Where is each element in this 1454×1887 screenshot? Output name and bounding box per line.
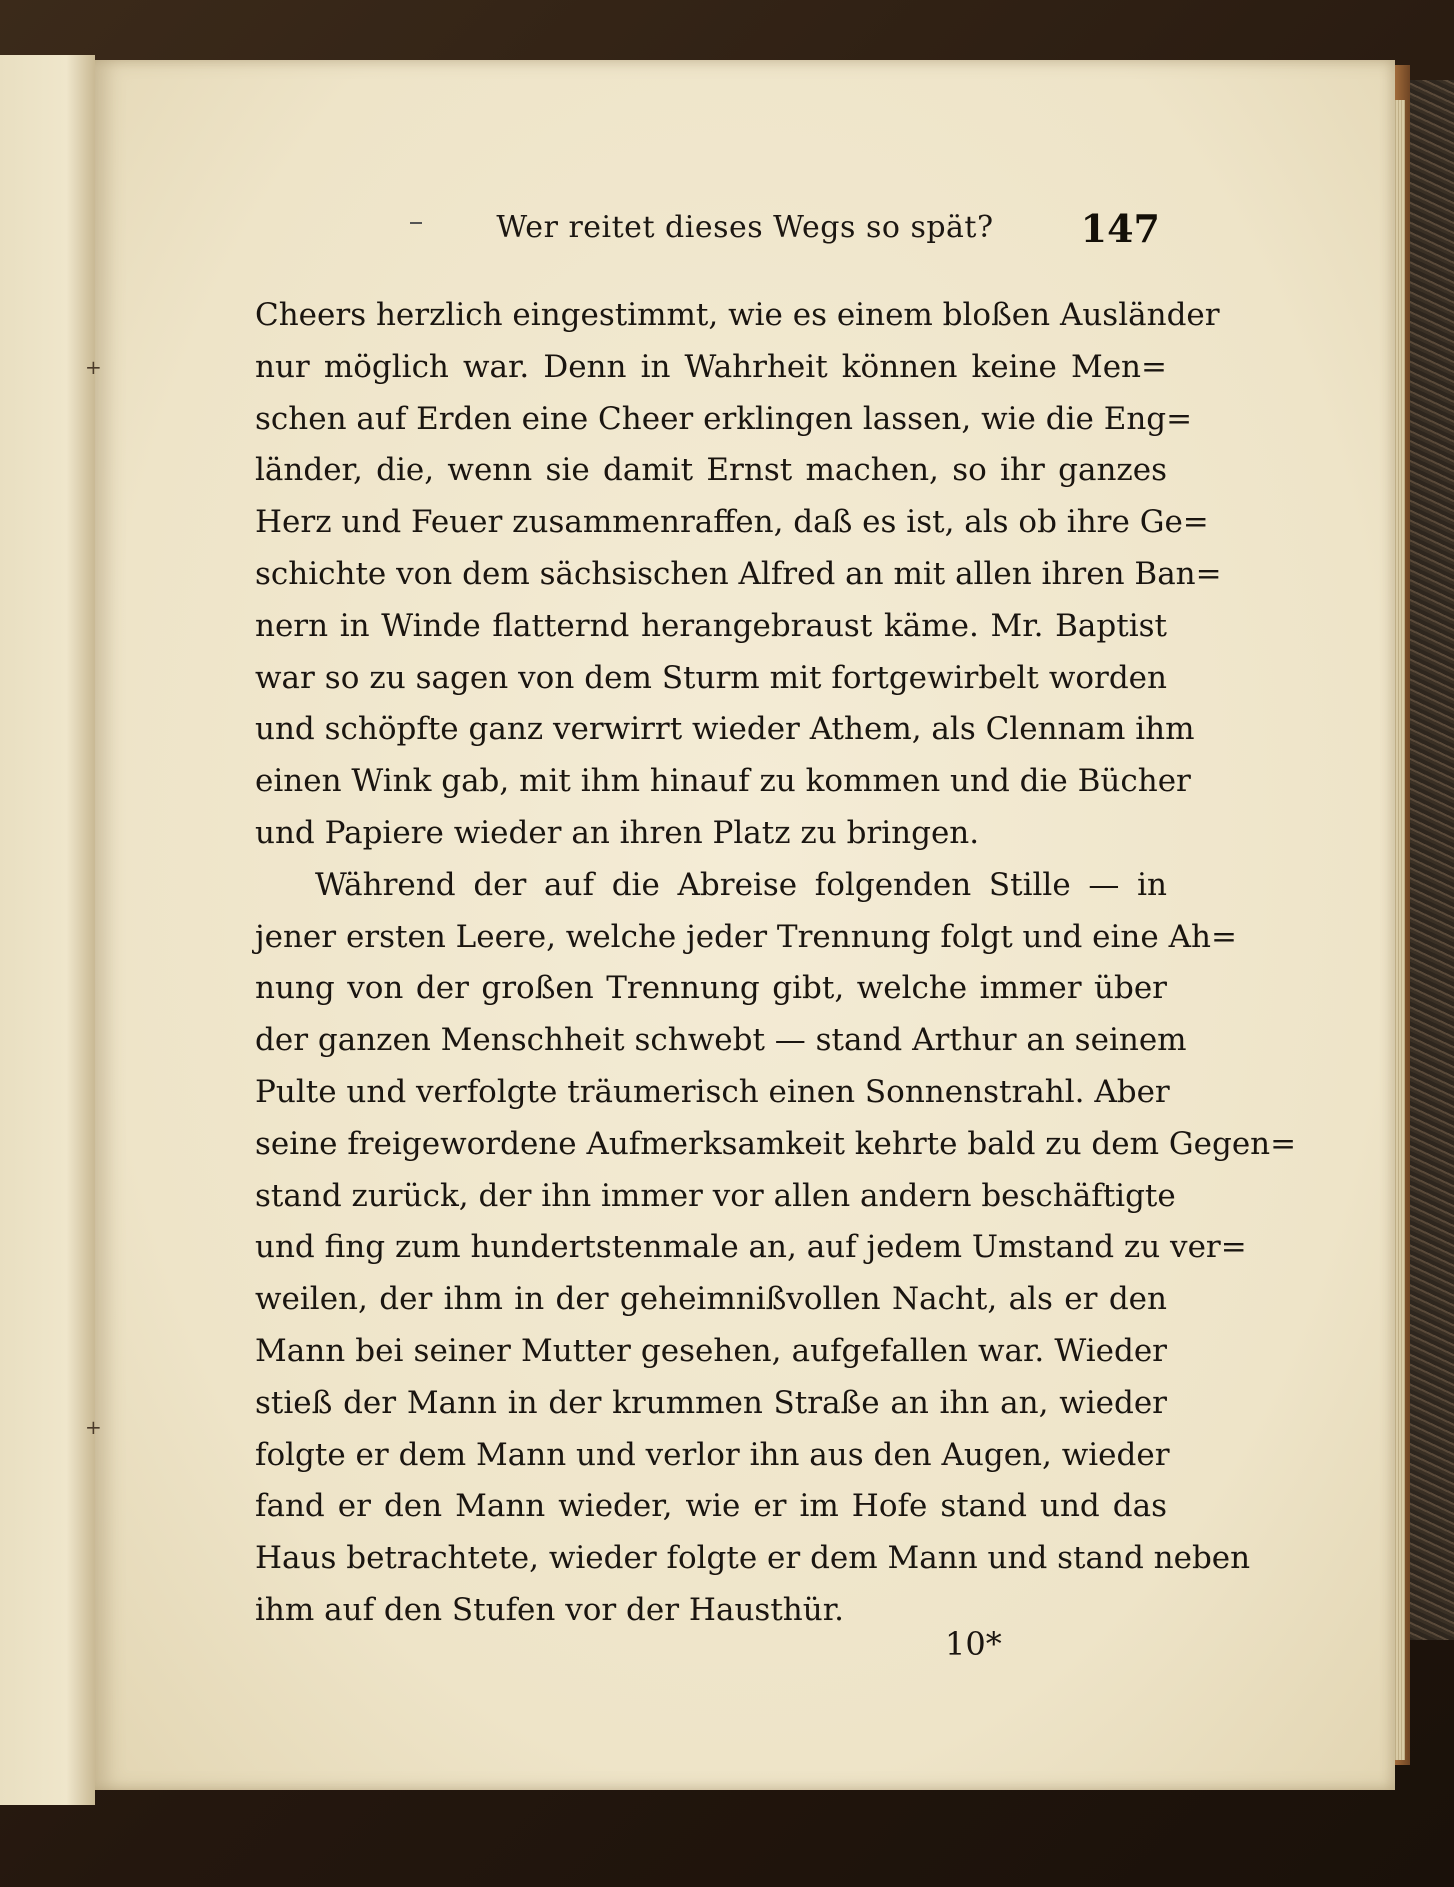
text-line: länder, die, wenn sie damit Ernst machen, so ihr ganzes [255,452,1167,489]
text-line: und schöpfte ganz verwirrt wieder Athem, als Clennam ihm [255,711,1195,748]
margin-tick: + [85,355,102,379]
page-header [410,206,1160,260]
body-text [255,290,1297,1637]
text-line: jener ersten Leere, welche jeder Trennung folgt und eine Ah= [255,918,1237,955]
text-line: nur möglich war. Denn in Wahrheit können keine Men= [255,348,1167,385]
header-dash [410,222,422,224]
paragraph-1 [255,290,1222,860]
text-line: schichte von dem sächsischen Alfred an mit allen ihren Ban= [255,555,1222,592]
text-line: einen Wink gab, mit ihm hinauf zu kommen und die Bücher [255,763,1191,800]
text-line: ihm auf den Stufen vor der Hausthür. [255,1591,844,1628]
text-line: Während der auf die Abreise folgenden Stille — in [315,866,1167,903]
text-line: stieß der Mann in der krummen Straße an ihn an, wieder [255,1384,1167,1421]
text-line: nern in Winde flatternd herangebraust käme. Mr. Baptist [255,607,1167,644]
text-line: folgte er dem Mann und verlor ihn aus den Augen, wieder [255,1436,1170,1473]
text-line: der ganzen Menschheit schwebt — stand Arthur an seinem [255,1022,1187,1059]
page-number: 147 [1080,206,1160,251]
text-line: und Papiere wieder an ihren Platz zu bringen. [255,814,980,851]
text-line: Haus betrachtete, wieder folgte er dem Mann und stand neben [255,1540,1251,1577]
text-line: und fing zum hundertstenmale an, auf jedem Umstand zu ver= [255,1229,1247,1266]
margin-tick: + [85,1415,102,1439]
text-line: Herz und Feuer zusammenraffen, daß es ist, als ob ihre Ge= [255,504,1209,541]
text-line: seine freigewordene Aufmerksamkeit kehrte bald zu dem Gegen= [255,1125,1297,1162]
facing-page-edge [0,55,95,1805]
text-line: Pulte und verfolgte träumerisch einen Sonnenstrahl. Aber [255,1073,1170,1110]
text-line: weilen, der ihm in der geheimnißvollen Nacht, als er den [255,1281,1167,1318]
paragraph-2 [255,860,1297,1637]
text-line: fand er den Mann wieder, wie er im Hofe stand und das [255,1488,1167,1525]
text-line: Cheers herzlich eingestimmt, wie es einem bloßen Ausländer [255,297,1220,333]
text-line: Mann bei seiner Mutter gesehen, aufgefallen war. Wieder [255,1332,1167,1369]
signature-mark: 10* [945,1625,1002,1663]
running-title: Wer reitet dieses Wegs so spät? [496,210,994,245]
text-line: schen auf Erden eine Cheer erklingen lassen, wie die Eng= [255,400,1193,437]
text-line: stand zurück, der ihn immer vor allen andern beschäftigte [255,1177,1176,1214]
text-line: nung von der großen Trennung gibt, welche immer über [255,970,1167,1007]
text-line: war so zu sagen von dem Sturm mit fortgewirbelt worden [255,659,1167,696]
